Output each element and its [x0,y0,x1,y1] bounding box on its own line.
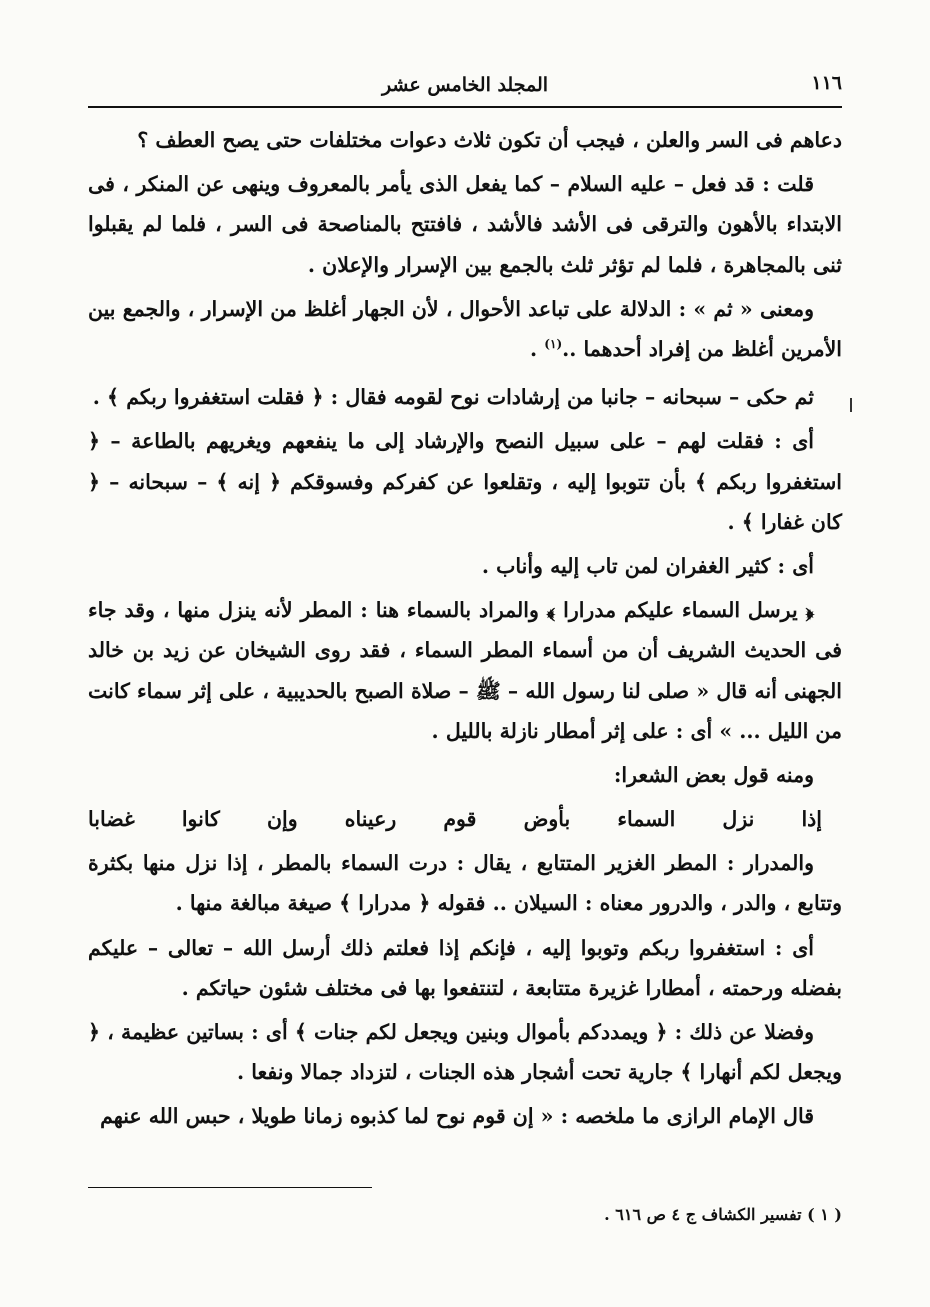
paragraph: ثم حكى – سبحانه – جانبا من إرشادات نوح لقومه فقال : ﴿ فقلت استغفروا ربكم ﴾ . [92,385,814,410]
paragraph: أى : كثير الغفران لمن تاب إليه وأناب . [481,554,814,579]
page-number: ١١٦ [811,72,842,94]
paragraph: قال الإمام الرازى ما ملخصه : « إن قوم نوح لما كذبوه زمانا طويلا ، حبس الله عنهم [100,1104,814,1129]
paragraph: قلت : قد فعل – عليه السلام – كما يفعل الذى يأمر بالمعروف وينهى عن المنكر ، فى الابتداء بالأهون والترقى فى الأشد فالأشد ، فافتتح بالمناصحة فى السر ، فلما لم يقبلوا ثنى بالمجاهرة ، فلما لم تؤثر ثلث بالجمع بين الإسرار والإعلان . [88,172,842,277]
paragraph: والمدرار : المطر الغزير المتتابع ، يقال : درت السماء بالمطر ، إذا نزل منها بكثرة وتتابع ، والدر ، والدرور معناه : السيلان .. فقوله ﴿ مدرارا ﴾ صيغة مبالغة منها . [88,851,842,916]
page-header [88,72,842,102]
footnote-reference: (١) [544,337,563,352]
poetry-verse: إذا نزل السماء بأوض قوم رعيناه وإن كانوا غضابا [88,807,822,832]
margin-mark [850,398,852,412]
paragraph: ومعنى « ثم » : الدلالة على تباعد الأحوال ، لأن الجهار أغلظ من الإسرار ، والجمع بين الأمرين أغلظ من إفراد أحدهما ..$^{(١)}$ . [88,296,842,362]
running-title: المجلد الخامس عشر [381,74,549,96]
paragraph-text: ومعنى « ثم » : الدلالة على تباعد الأحوال ، لأن الجهار أغلظ من الإسرار ، والجمع بين الأمرين أغلظ من إفراد أحدهما .. [88,296,842,362]
paragraph: ﴿ يرسل السماء عليكم مدرارا ﴾ والمراد بالسماء هنا : المطر لأنه ينزل منها ، وقد جاء فى الحديث الشريف أن من أسماء المطر السماء ، فقد روى الشيخان عن زيد بن خالد الجهنى أنه قال « صلى لنا رسول الله – ﷺ – صلاة الصبح بالحديبية ، على إثر سماء كانت من الليل ... » أى : على إثر أمطار نازلة بالليل . [88,598,842,743]
paragraph: دعاهم فى السر والعلن ، فيجب أن تكون ثلاث دعوات مختلفات حتى يصح العطف ؟ [137,128,842,152]
page-body [88,120,842,1137]
header-rule [88,106,842,108]
book-page [88,72,842,1267]
footnote-rule [88,1187,372,1188]
paragraph: أى : فقلت لهم – على سبيل النصح والإرشاد إلى ما ينفعهم ويغريهم بالطاعة – ﴿ استغفروا ربكم ﴾ بأن تتوبوا إليه ، وتقلعوا عن كفركم وفسوقكم ﴿ إنه ﴾ – سبحانه – ﴿ كان غفارا ﴾ . [88,429,842,534]
paragraph: أى : استغفروا ربكم وتوبوا إليه ، فإنكم إذا فعلتم ذلك أرسل الله – تعالى – عليكم بفضله ورحمته ، أمطارا غزيرة متتابعة ، لتنتفعوا بها فى مختلف شئون حياتكم . [88,935,842,1000]
paragraph: وفضلا عن ذلك : ﴿ ويمددكم بأموال وبنين ويجعل لكم جنات ﴾ أى : بساتين عظيمة ، ﴿ ويجعل لكم أنهارا ﴾ جارية تحت أشجار هذه الجنات ، لتزداد جمالا ونفعا . [88,1020,842,1085]
footnote: ( ١ ) تفسير الكشاف ج ٤ ص ٦١٦ . [604,1205,842,1224]
paragraph: ومنه قول بعض الشعرا: [613,763,814,788]
